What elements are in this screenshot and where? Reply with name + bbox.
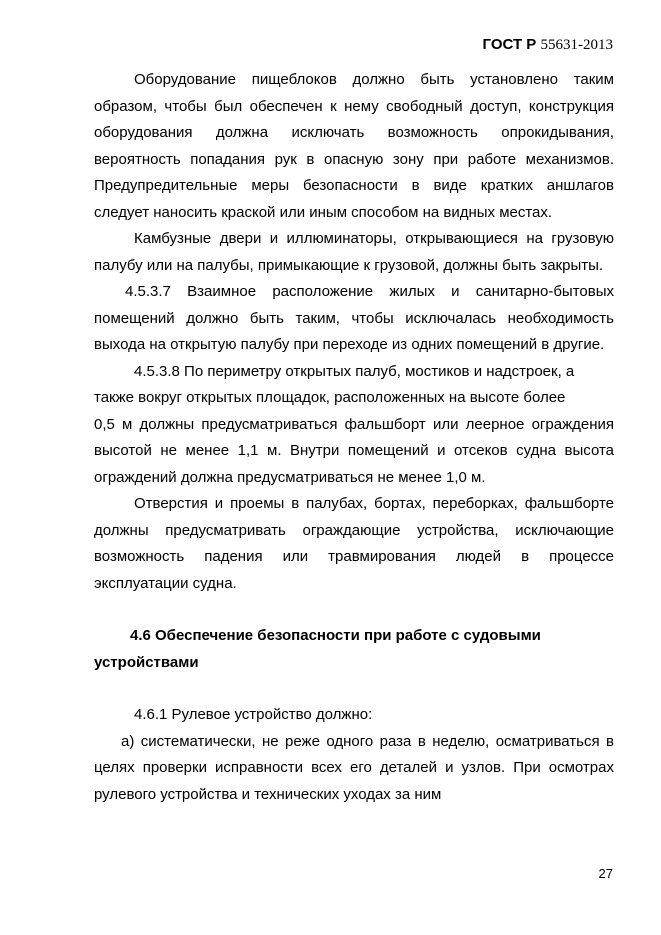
document-body [94, 67, 614, 808]
paragraph-4-6-1: 4.6.1 Рулевое устройство должно: [134, 706, 373, 723]
spacer [94, 676, 614, 702]
paragraph-4-5-3-8-cont: 0,5 м должны предусматриваться фальшборт или леерное ограждения высотой не менее 1,1 м. Внутри помещений и отсеков судна высота ограждений должна предусматриваться не менее 1,0 м. [94, 415, 614, 486]
document-header [483, 36, 613, 54]
paragraph-galley-doors: Камбузные двери и иллюминаторы, открывающиеся на грузовую палубу или на палубы, примыкающие к грузовой, должны быть закрыты. [94, 230, 614, 274]
page-number: 27 [598, 866, 613, 881]
standard-number: 55631-2013 [540, 37, 613, 53]
spacer [94, 597, 614, 623]
paragraph-galley-equipment: Оборудование пищеблоков должно быть установлено таким образом, чтобы был обеспечен к нему свободный доступ, конструкция оборудования должна исключать возможность опрокидывания, вероятность попадания рук в опасную зону при работе механизмов. Предупредительные меры безопасности в виде кратких аншлагов следует наносить краской или иным способом на видных местах. [94, 71, 614, 221]
paragraph-4-5-3-7: 4.5.3.7 Взаимное расположение жилых и санитарно-бытовых помещений должно быть таким, чтобы исключалась необходимость выхода на открытую палубу при переходе из одних помещений в другие. [94, 283, 614, 353]
section-heading-4-6: 4.6 Обеспечение безопасности при работе с судовыми устройствами [94, 627, 541, 671]
paragraph-4-5-3-8-start: 4.5.3.8 По периметру открытых палуб, мостиков и надстроек, а также вокруг открытых площадок, расположенных на высоте более [94, 362, 575, 406]
paragraph-item-a: а) систематически, не реже одного раза в неделю, осматриваться в целях проверки исправности всех его деталей и узлов. При осмотрах рулевого устройства и технических уходах за ним [94, 732, 614, 803]
standard-label: ГОСТ Р [482, 36, 537, 53]
paragraph-openings: Отверстия и проемы в палубах, бортах, переборках, фальшборте должны предусматривать ограждающие устройства, исключающие возможность падения или травмирования людей в процессе эксплуатации судна. [94, 495, 614, 592]
